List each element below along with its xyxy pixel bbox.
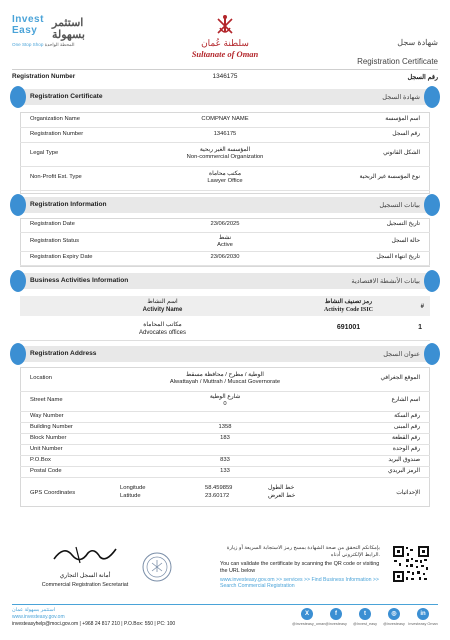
- row-value-line2: 0: [223, 400, 227, 407]
- row-value: [20, 147, 430, 161]
- activity-name-header-en: Activity Name: [142, 306, 183, 313]
- row-label-ar: حالة السجل: [391, 238, 420, 244]
- header-divider: [12, 69, 438, 70]
- section-title: Registration Information: [30, 201, 107, 208]
- table-row: [20, 367, 430, 392]
- row-label: Legal Type: [30, 150, 59, 156]
- reg-number-label: Registration Number: [12, 73, 76, 80]
- row-label: Registration Date: [30, 221, 75, 227]
- latitude-label: Latitude: [120, 493, 141, 499]
- footer-contact: [12, 607, 175, 628]
- row-label: Registration Expiry Date: [30, 254, 93, 260]
- table-row: [20, 142, 430, 167]
- row-value-line1: 833: [220, 457, 230, 463]
- khanjar-emblem-icon: [212, 14, 238, 38]
- activity-code-header: [305, 299, 392, 314]
- longitude-label: Longitude: [120, 485, 146, 491]
- row-value-line1: المؤسسة الغير ربحية: [199, 147, 251, 153]
- invest-easy-logo: [12, 14, 122, 68]
- gps-label: GPS Coordinates: [30, 490, 76, 496]
- table-row: [20, 391, 430, 412]
- section-header-certificate: [12, 89, 438, 105]
- row-label: Registration Number: [30, 131, 84, 137]
- row-value-line1: COMPNAY NAME: [201, 116, 249, 122]
- social-link[interactable]: [379, 608, 409, 626]
- logo-tagline-ar: المحطة الواحدة: [44, 42, 75, 47]
- row-value-line1: 1358: [218, 424, 232, 430]
- social-link[interactable]: [408, 608, 438, 626]
- table-row: [20, 251, 430, 266]
- official-seal-icon: [142, 552, 172, 582]
- row-value: [20, 221, 430, 228]
- row-label: Registration Status: [30, 238, 79, 244]
- table-row: [20, 127, 430, 143]
- reg-number-label-ar: رقم السجل: [407, 74, 438, 81]
- section-title: Business Activities Information: [30, 277, 129, 284]
- row-label: Location: [30, 375, 52, 381]
- row-label-ar: الرمز البريدي: [387, 468, 420, 474]
- social-handle: @investeasy_oman: [292, 622, 326, 626]
- row-label: Block Number: [30, 435, 67, 441]
- row-label-ar: رقم السكة: [394, 413, 420, 419]
- reg-number-value: 1346175: [212, 73, 238, 80]
- validate-en: You can validate the certificate by scanning the QR code or visiting the URL below: [220, 560, 380, 574]
- row-label-ar: نوع المؤسسة غير الربحية: [359, 174, 420, 180]
- row-value-line1: 183: [220, 435, 230, 441]
- footer-site-en[interactable]: www.investeasy.gov.om: [12, 614, 65, 620]
- section-header-information: [12, 197, 438, 213]
- gps-row: [20, 484, 430, 504]
- row-label-ar: اسم الشارع: [391, 397, 420, 403]
- social-handle: @investeasy: [383, 622, 405, 626]
- row-value-line2: Active: [217, 241, 233, 248]
- row-value: [20, 424, 430, 431]
- social-link[interactable]: [292, 608, 326, 626]
- section-title-ar: عنوان السجل: [383, 351, 420, 358]
- row-label-ar: رقم السجل: [392, 131, 420, 137]
- row-label-ar: رقم القطعة: [391, 435, 420, 441]
- row-label: P.O.Box: [30, 457, 51, 463]
- row-value-line1: 133: [220, 468, 230, 474]
- row-label: Non-Profit Est. Type: [30, 174, 82, 180]
- registration-number-line: [12, 71, 438, 83]
- footer-site-ar: استثمر بسهولة عمان: [12, 607, 56, 613]
- row-label-ar: اسم المؤسسة: [385, 116, 420, 122]
- latitude-value: 23.60172: [205, 493, 230, 499]
- row-value-line1: شارع الوطية: [209, 394, 241, 400]
- twitter-icon[interactable]: t: [359, 608, 371, 620]
- section-title: Registration Certificate: [30, 93, 103, 100]
- qr-code-icon[interactable]: [392, 545, 430, 583]
- validate-link[interactable]: www.investeasy.gov.om >> services >> Find Business Information >> Search Commercial Registration: [220, 576, 379, 590]
- longitude-label-ar: خط الطول: [268, 485, 295, 491]
- row-value-line1: 23/06/2030: [210, 254, 240, 260]
- document-title: [357, 38, 438, 66]
- x-icon[interactable]: X: [301, 608, 313, 620]
- row-value-line2: Non-commercial Organization: [186, 153, 264, 160]
- activity-code-header-ar: رمز تصنيف النشاط: [324, 299, 373, 305]
- social-links: [292, 608, 438, 630]
- row-value: [20, 131, 430, 138]
- validation-note: [220, 545, 380, 590]
- table-row: [20, 218, 430, 233]
- signature-icon: [50, 543, 120, 565]
- row-label-ar: الشكل القانوني: [383, 150, 420, 156]
- row-value-line1: 23/06/2025: [210, 221, 240, 227]
- activity-code-header-en: Activity Code ISIC: [324, 306, 373, 313]
- activity-index: 1: [418, 324, 422, 331]
- section-header-activities: [12, 273, 438, 289]
- row-value: [20, 457, 430, 464]
- activity-name-header-ar: اسم النشاط: [147, 299, 178, 305]
- logo-ar-line1: استثمر: [52, 17, 84, 29]
- row-label-ar: تاريخ التسجيل: [386, 221, 420, 227]
- activity-index-header: #: [420, 304, 424, 310]
- section-header-address: [12, 346, 438, 362]
- logo-tagline: [12, 42, 75, 48]
- table-row: [20, 316, 430, 341]
- logo-tagline-en: One Stop Shop: [12, 42, 44, 47]
- activities-table-header: [20, 296, 430, 316]
- gps-label-ar: الإحداثيات: [396, 490, 420, 496]
- section-title-ar: بيانات الأنشطة الاقتصادية: [351, 278, 420, 285]
- row-label-ar: رقم المبنى: [393, 424, 420, 430]
- row-label-ar: صندوق البريد: [388, 457, 420, 463]
- row-label: Unit Number: [30, 446, 63, 452]
- row-value: [20, 468, 430, 475]
- logo-en-line1: Invest: [12, 14, 44, 25]
- row-value-line1: 1346175: [213, 131, 237, 137]
- emblem-ar: سلطنة عُمان: [201, 38, 249, 48]
- row-label-ar: رقم الوحدة: [392, 446, 420, 452]
- facebook-icon[interactable]: f: [330, 608, 342, 620]
- logo-en-line2: Easy: [12, 25, 38, 36]
- row-value: [20, 235, 430, 249]
- activity-name-header: [20, 299, 305, 314]
- table-row: [20, 166, 430, 191]
- doc-title-en: Registration Certificate: [357, 57, 438, 66]
- social-handle: @investeasy: [325, 622, 347, 626]
- row-value-line1: مكتب محاماة: [209, 171, 241, 177]
- social-link[interactable]: [350, 608, 380, 626]
- table-row: [20, 232, 430, 252]
- signature-ar: أمانة السجل التجاري: [59, 573, 111, 579]
- linkedin-icon[interactable]: in: [417, 608, 429, 620]
- activity-name-ar: مكاتب المحاماة: [143, 322, 182, 328]
- row-value-line1: نشط: [218, 235, 232, 241]
- footer-divider: [12, 604, 438, 605]
- social-handle: Investeasy Oman: [408, 622, 438, 626]
- table-row: [20, 466, 430, 478]
- oman-emblem: [185, 14, 265, 66]
- validate-ar: بإمكانكم التحقق من صحة الشهادة بمسح رمز الاستجابة السريعة أو زيارة الرابط الإلكتروني أدناه.: [226, 545, 380, 558]
- longitude-value: 58.459859: [205, 485, 233, 491]
- social-handle: @Invest_easy: [352, 622, 378, 626]
- row-value: [20, 116, 430, 123]
- social-link[interactable]: [321, 608, 351, 626]
- row-value: [20, 394, 430, 408]
- section-title-ar: بيانات التسجيل: [379, 202, 420, 209]
- instagram-icon[interactable]: ◎: [388, 608, 400, 620]
- row-value: [20, 435, 430, 442]
- activity-name-en: Advocates offices: [139, 329, 186, 336]
- row-value-line1: الوطية / مطرح / محافظة مسقط: [186, 372, 264, 378]
- row-label-ar: الموقع الجغرافي: [380, 375, 420, 381]
- row-label: Building Number: [30, 424, 73, 430]
- row-value: [20, 372, 430, 386]
- row-label-ar: تاريخ انتهاء السجل: [376, 254, 420, 260]
- activity-code: 691001: [336, 324, 361, 331]
- logo-ar-line2: بسهولة: [52, 29, 85, 41]
- footer-contact-line: investeasyhelp@moci.gov.om | +968 24 817 210 | P.O.Box: 550 | PC: 100: [12, 621, 176, 627]
- section-title-ar: شهادة السجل: [382, 94, 420, 101]
- signature-block: [40, 543, 130, 588]
- activity-name: [20, 322, 305, 337]
- table-row: [20, 112, 430, 128]
- doc-title-ar: شهادة سجل: [397, 38, 438, 47]
- emblem-en: Sultanate of Oman: [191, 49, 259, 59]
- row-value-line2: Lawyer Office: [207, 177, 243, 184]
- row-label: Postal Code: [30, 468, 62, 474]
- signature-en: Commercial Registration Secretariat: [41, 582, 129, 588]
- row-label: Way Number: [30, 413, 64, 419]
- row-value: [20, 254, 430, 261]
- section-title: Registration Address: [30, 350, 97, 357]
- row-label: Organization Name: [30, 116, 80, 122]
- row-label: Street Name: [30, 397, 63, 403]
- row-value-line2: Alwattayah / Muttrah / Muscat Governorate: [169, 378, 281, 385]
- latitude-label-ar: خط العرض: [268, 493, 296, 499]
